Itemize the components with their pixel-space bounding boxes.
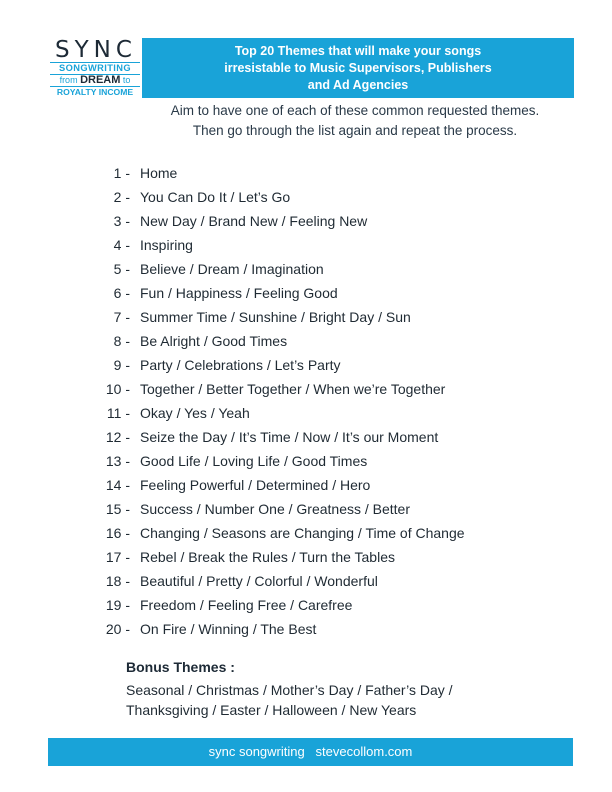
item-number: 8 - [113, 333, 130, 349]
item-number: 11 - [106, 405, 130, 421]
intro-text [130, 101, 580, 141]
bonus-line-1: Seasonal / Christmas / Mother’s Day / Father’s Day / [126, 682, 453, 698]
item-number: 4 - [113, 237, 130, 253]
logo-dream-line [50, 75, 140, 86]
item-text: Feeling Powerful / Determined / Hero [140, 477, 371, 493]
item-number: 17 - [105, 549, 130, 565]
intro-line-2: Then go through the list again and repeat the process. [192, 123, 518, 138]
intro-line-1: Aim to have one of each of these common requested themes. [170, 103, 540, 118]
item-number: 20 - [105, 621, 130, 637]
list-item [72, 521, 465, 545]
item-text: Beautiful / Pretty / Colorful / Wonderful [140, 573, 378, 589]
logo [50, 38, 140, 98]
item-number: 5 - [113, 261, 130, 277]
item-number: 1 - [113, 165, 130, 181]
item-text: Believe / Dream / Imagination [140, 261, 324, 277]
item-number: 19 - [105, 597, 130, 613]
list-item [72, 545, 465, 569]
title-banner [142, 38, 574, 98]
list-item [72, 305, 465, 329]
logo-dream-text: DREAM [80, 74, 121, 86]
item-text: Be Alright / Good Times [140, 333, 288, 349]
footer-text: sync songwriting stevecollom.com [208, 744, 413, 759]
item-text: Home [140, 165, 178, 181]
item-number: 14 - [105, 477, 130, 493]
item-text: Together / Better Together / When we’re Together [140, 381, 446, 397]
item-text: Freedom / Feeling Free / Carefree [140, 597, 353, 613]
item-number: 12 - [105, 429, 130, 445]
logo-from-text: from [59, 75, 81, 85]
list-item [72, 329, 465, 353]
item-text: Inspiring [140, 237, 193, 253]
footer-bar [48, 738, 573, 766]
item-number: 18 - [105, 573, 130, 589]
bonus-title: Bonus Themes : [126, 659, 235, 675]
list-item [72, 353, 465, 377]
item-number: 15 - [105, 501, 130, 517]
item-number: 7 - [113, 309, 130, 325]
item-number: 16 - [105, 525, 130, 541]
list-item [72, 377, 465, 401]
item-text: Rebel / Break the Rules / Turn the Tables [140, 549, 395, 565]
list-item [72, 185, 465, 209]
item-number: 6 - [113, 285, 130, 301]
list-item [72, 281, 465, 305]
list-item [72, 233, 465, 257]
bonus-line-2: Thanksgiving / Easter / Halloween / New Years [126, 702, 417, 718]
list-item [72, 473, 465, 497]
logo-royalty-text: ROYALTY INCOME [50, 86, 140, 98]
item-number: 13 - [105, 453, 130, 469]
item-text: Okay / Yes / Yeah [140, 405, 250, 421]
list-item [72, 425, 465, 449]
list-item [72, 569, 465, 593]
item-text: Fun / Happiness / Feeling Good [140, 285, 338, 301]
item-text: You Can Do It / Let’s Go [140, 189, 291, 205]
list-item [72, 161, 465, 185]
item-text: Changing / Seasons are Changing / Time of Change [140, 525, 465, 541]
item-number: 10 - [105, 381, 130, 397]
logo-to-text: to [120, 75, 131, 85]
item-text: On Fire / Winning / The Best [140, 621, 317, 637]
item-text: Party / Celebrations / Let’s Party [140, 357, 341, 373]
item-text: Good Life / Loving Life / Good Times [140, 453, 368, 469]
item-text: Success / Number One / Greatness / Better [140, 501, 410, 517]
item-number: 3 - [113, 213, 130, 229]
list-item [72, 617, 465, 641]
item-number: 2 - [113, 189, 130, 205]
logo-songwriting-text: SONGWRITING [50, 62, 140, 75]
item-text: Summer Time / Sunshine / Bright Day / Sun [140, 309, 411, 325]
logo-sync-text: SYNC [55, 37, 137, 63]
banner-line-3: and Ad Agencies [307, 77, 409, 92]
item-number: 9 - [113, 357, 130, 373]
banner-line-1: Top 20 Themes that will make your songs [234, 43, 482, 58]
list-item [72, 593, 465, 617]
themes-list [72, 161, 465, 641]
list-item [72, 449, 465, 473]
bonus-text [126, 680, 453, 720]
banner-line-2: irresistable to Music Supervisors, Publishers [224, 60, 492, 75]
list-item [72, 257, 465, 281]
item-text: New Day / Brand New / Feeling New [140, 213, 368, 229]
item-text: Seize the Day / It’s Time / Now / It’s our Moment [140, 429, 439, 445]
list-item [72, 401, 465, 425]
list-item [72, 497, 465, 521]
list-item [72, 209, 465, 233]
